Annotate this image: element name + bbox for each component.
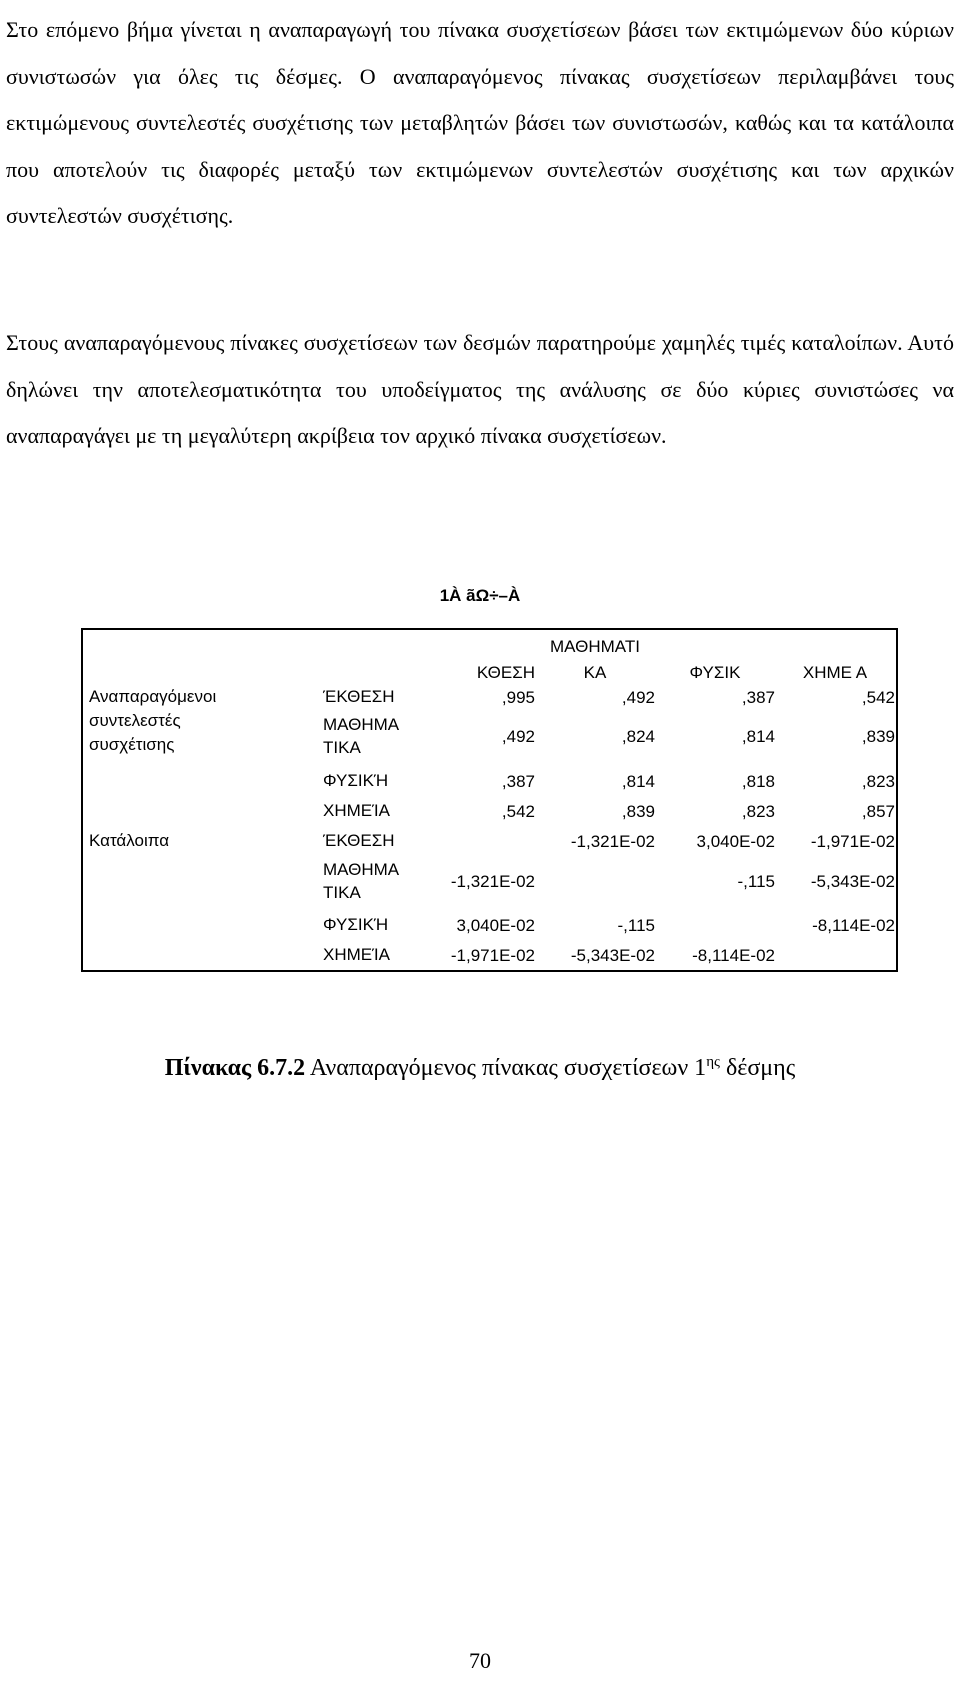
row-label-mathimatika-2: ΤΙΚΑ <box>323 883 361 902</box>
table-cell: -1,321E-02 <box>450 872 535 891</box>
table-cell: ,387 <box>741 688 775 707</box>
table-cell: ,823 <box>741 802 775 821</box>
table-cell: -5,343E-02 <box>810 872 895 891</box>
table-cell: -,115 <box>737 872 775 891</box>
table-title: 1À ãΩ÷–À <box>439 586 521 605</box>
caption-superscript: ης <box>706 1054 720 1070</box>
row-label-fysiki: ΦΥΣΙΚΉ <box>323 915 389 934</box>
col-header-mathimatika-1: ΜΑΘΗΜΑΤΙ <box>550 637 640 656</box>
table-cell: ,814 <box>621 772 655 791</box>
table-cell: ,387 <box>501 772 535 791</box>
col-header-ekthesi: ΚΘΕΣΗ <box>476 663 535 682</box>
row-label-ekthesi: ΈΚΘΕΣΗ <box>323 831 395 850</box>
table-cell: ,824 <box>621 727 655 746</box>
row-label-mathimatika-2: ΤΙΚΑ <box>323 738 361 757</box>
group-label-reproduced-2: συντελεστές <box>89 711 181 730</box>
table-caption <box>0 1054 960 1082</box>
table-cell: ,492 <box>621 688 655 707</box>
table-cell: -,115 <box>617 916 655 935</box>
table-cell: ,839 <box>621 802 655 821</box>
caption-tail: δέσμης <box>725 1055 796 1081</box>
table-cell: ,818 <box>741 772 775 791</box>
caption-label: Πίνακας 6.7.2 <box>164 1055 306 1081</box>
table-cell: ,995 <box>501 688 535 707</box>
row-label-fysiki: ΦΥΣΙΚΉ <box>323 771 389 790</box>
col-header-ximeia: ΧΗΜΕ Α <box>802 663 868 682</box>
paragraph-2: Στους αναπαραγόμενους πίνακες συσχετίσεων των δεσμών παρατηρούμε χαμηλές τιμές καταλοίπων. Αυτό δηλώνει την αποτελεσματικότητα του υποδείγματος της ανάλυσης σε δύο κύριες συνιστώσες να αναπαραγάγει με τη μεγαλύτερη ακρίβεια τον αρχικό πίνακα συσχετίσεων. <box>6 330 954 448</box>
page-number: 70 <box>469 1648 491 1673</box>
paragraph-1: Στο επόμενο βήμα γίνεται η αναπαραγωγή του πίνακα συσχετίσεων βάσει των εκτιμώμενων δύο κύριων συνιστωσών για όλες τις δέσμες. Ο αναπαραγόμενος πίνακας συσχετίσεων περιλαμβάνει τους εκτιμώμενους συντελεστές συσχέτισης των μεταβλητών βάσει των συνιστωσών, καθώς και τα κατάλοιπα που αποτελούν τις διαφορές μεταξύ των εκτιμώμενων συντελεστών συσχέτισης και των αρχικών συντελεστών συσχέτισης. <box>6 17 954 228</box>
table-cell: ,823 <box>861 772 895 791</box>
table-cell: ,839 <box>861 727 895 746</box>
col-header-mathimatika-2: ΚΑ <box>583 663 607 682</box>
table-cell: 3,040E-02 <box>696 832 775 851</box>
group-label-reproduced-3: συσχέτισης <box>89 735 175 754</box>
row-label-mathimatika-1: ΜΑΘΗΜΑ <box>323 860 400 879</box>
table-cell: -1,321E-02 <box>570 832 655 851</box>
table-cell: ,492 <box>501 727 535 746</box>
col-header-fysiki: ΦΥΣΙΚ <box>689 663 741 682</box>
table-cell: ,542 <box>861 688 895 707</box>
table-cell: -1,971E-02 <box>810 832 895 851</box>
table-cell: -8,114E-02 <box>692 946 775 965</box>
row-label-ekthesi: ΈΚΘΕΣΗ <box>323 687 395 706</box>
table-cell: -1,971E-02 <box>450 946 535 965</box>
correlation-table <box>81 628 898 972</box>
table-cell: ,814 <box>741 727 775 746</box>
table-cell: ,542 <box>501 802 535 821</box>
group-label-reproduced-1: Αναπαραγόμενοι <box>89 687 217 706</box>
group-label-residuals: Κατάλοιπα <box>89 831 170 850</box>
row-label-mathimatika-1: ΜΑΘΗΜΑ <box>323 715 400 734</box>
caption-text: Αναπαραγόμενος πίνακας συσχετίσεων 1 <box>309 1055 707 1081</box>
table-cell: 3,040E-02 <box>456 916 535 935</box>
table-cell: ,857 <box>861 802 895 821</box>
table-cell: -5,343E-02 <box>570 946 655 965</box>
row-label-ximeia: ΧΗΜΕΊΑ <box>323 801 390 820</box>
row-label-ximeia: ΧΗΜΕΊΑ <box>323 945 390 964</box>
table-cell: -8,114E-02 <box>812 916 895 935</box>
